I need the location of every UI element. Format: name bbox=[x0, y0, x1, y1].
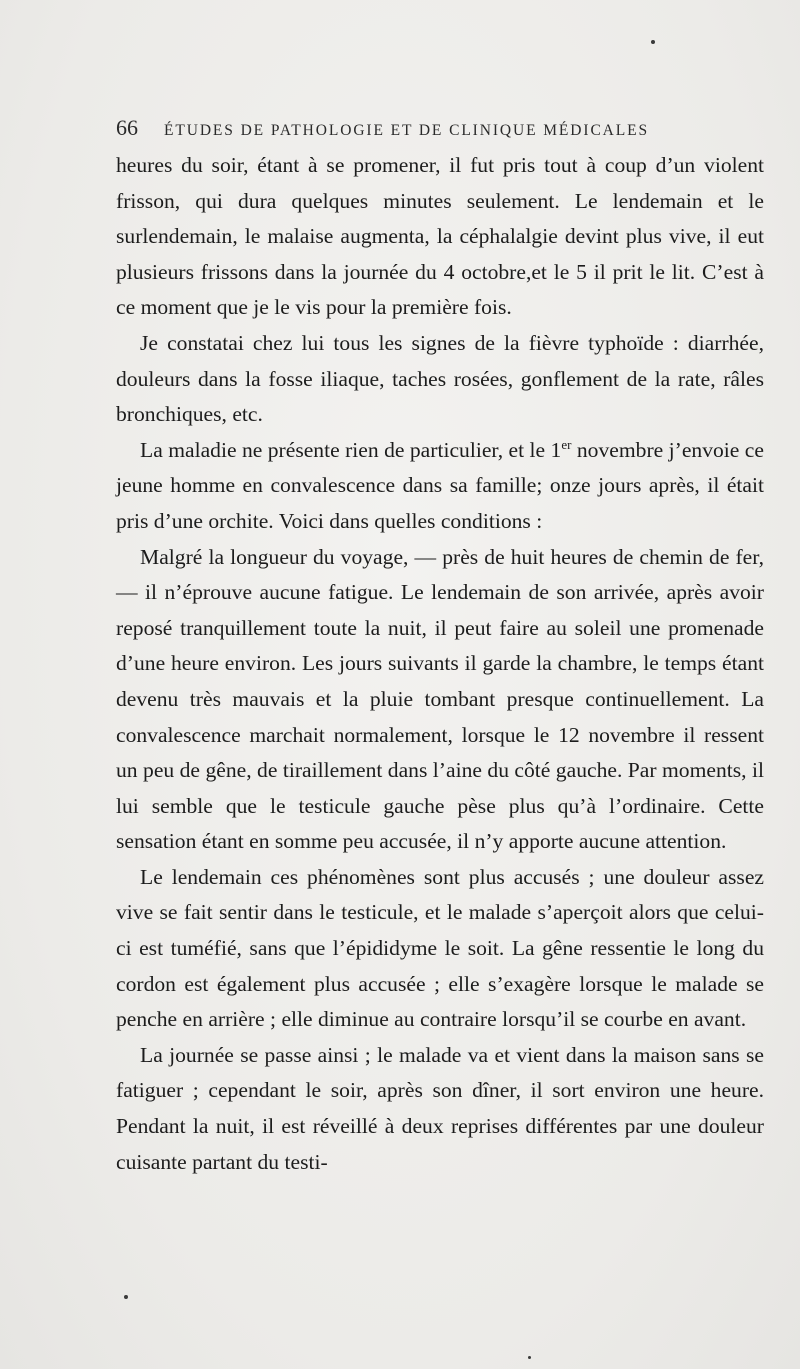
ordinal-suffix: er bbox=[561, 436, 572, 452]
paragraph: Je constatai chez lui tous les signes de la fièvre typhoïde : diarrhée, douleurs dans la fosse iliaque, taches rosées, gonflement de la rate, râles bronchiques, etc. bbox=[116, 330, 764, 427]
ink-speck bbox=[651, 40, 655, 44]
body-text bbox=[116, 148, 764, 1180]
paragraph: Le lendemain ces phénomènes sont plus accusés ; une douleur assez vive se fait sentir dans le testicule, et le malade s’aperçoit alors que celui-ci est tuméfié, sans que l’épididyme le soit. La gêne ressentie le long du cordon est également plus accusée ; elle s’exagère lorsque le malade se penche en arrière ; elle diminue au contraire lorsqu’il se courbe en avant. bbox=[116, 864, 764, 1032]
page-number: 66 bbox=[116, 115, 138, 140]
paragraph: La journée se passe ainsi ; le malade va et vient dans la maison sans se fatiguer ; cependant le soir, après son dîner, il sort environ une heure. Pendant la nuit, il est réveillé à deux reprises différentes par une douleur cuisante partant du testi- bbox=[116, 1042, 764, 1174]
running-header bbox=[116, 115, 756, 141]
paragraph: Malgré la longueur du voyage, — près de huit heures de chemin de fer,— il n’éprouve aucune fatigue. Le lendemain de son arrivée, après avoir reposé tranquillement toute la nuit, il peut faire au soleil une promenade d’une heure environ. Les jours suivants il garde la chambre, le temps étant devenu très mauvais et la pluie tombant presque continuellement. La convalescence marchait normalement, lorsque le 12 novembre il ressent un peu de gêne, de tiraillement dans l’aine du côté gauche. Par moments, il lui semble que le testicule gauche pèse plus qu’à l’ordinaire. Cette sensation étant en somme peu accusée, il n’y apporte aucune attention. bbox=[116, 544, 764, 854]
ink-speck bbox=[124, 1295, 128, 1299]
paragraph: heures du soir, étant à se promener, il fut pris tout à coup d’un violent frisson, qui dura quelques minutes seulement. Le lendemain et le surlendemain, le malaise augmenta, la céphalalgie devint plus vive, il eut plusieurs frissons dans la journée du 4 octobre,et le 5 il prit le lit. C’est à ce moment que je le vis pour la première fois. bbox=[116, 153, 764, 320]
paragraph: La maladie ne présente rien de particulier, et le 1er novembre j’envoie ce jeune homme en convalescence dans sa famille; onze jours après, il était pris d’une orchite. Voici dans quelles conditions : bbox=[116, 436, 764, 533]
ink-speck bbox=[528, 1356, 531, 1359]
running-title: ÉTUDES DE PATHOLOGIE ET DE CLINIQUE MÉDICALES bbox=[164, 122, 650, 139]
